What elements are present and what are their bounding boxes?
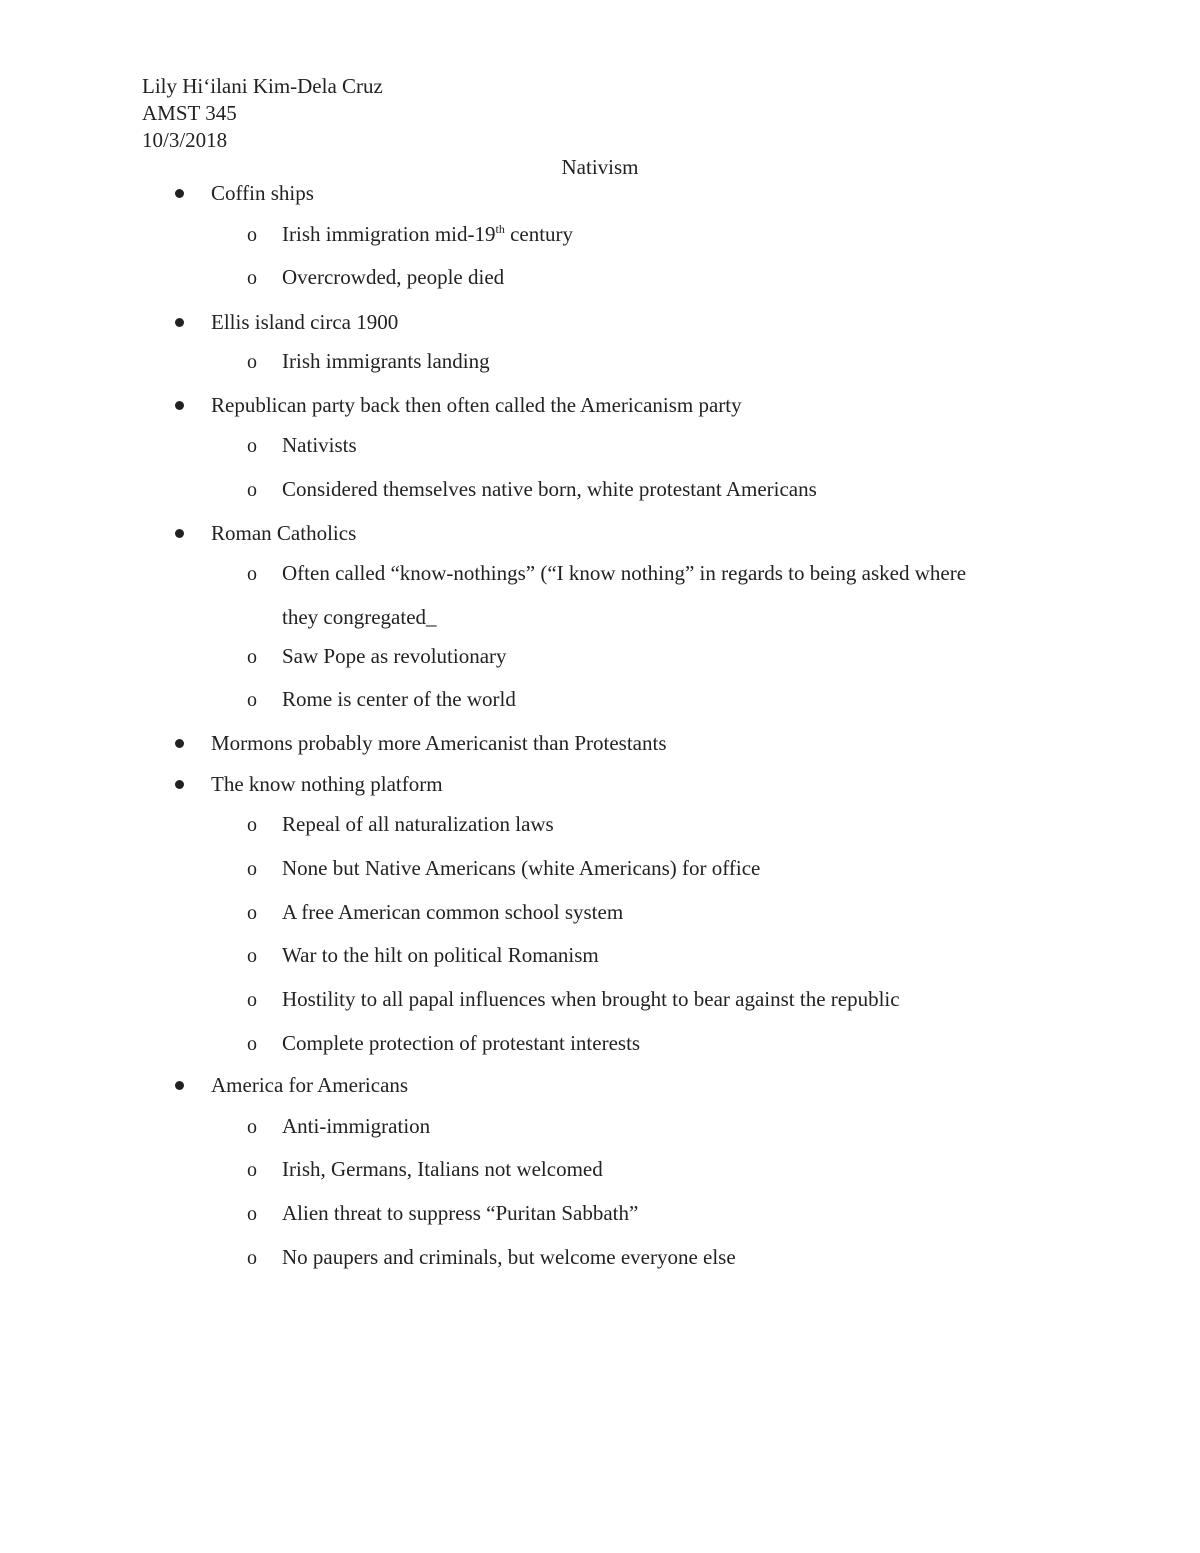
sub-bullet-icon: o <box>247 1116 257 1138</box>
list-item: No paupers and criminals, but welcome everyone else <box>282 1245 736 1269</box>
list-item: Saw Pope as revolutionary <box>282 644 507 668</box>
document-date: 10/3/2018 <box>142 128 228 152</box>
list-item: Irish, Germans, Italians not welcomed <box>282 1157 603 1181</box>
sub-bullet-icon: o <box>247 267 257 289</box>
list-item: Anti-immigration <box>282 1114 431 1138</box>
sub-bullet-icon: o <box>247 479 257 501</box>
bullet-icon <box>175 189 184 198</box>
list-item: Hostility to all papal influences when brought to bear against the republic <box>282 987 900 1011</box>
course-code: AMST 345 <box>142 101 237 125</box>
list-item: Coffin ships <box>211 181 314 205</box>
sub-bullet-icon: o <box>247 814 257 836</box>
list-item: Mormons probably more Americanist than Protestants <box>211 731 667 755</box>
sub-bullet-icon: o <box>247 351 257 373</box>
list-item: Ellis island circa 1900 <box>211 310 399 334</box>
bullet-icon <box>175 1081 184 1090</box>
sub-bullet-icon: o <box>247 689 257 711</box>
sub-bullet-icon: o <box>247 646 257 668</box>
sub-bullet-icon: o <box>247 1159 257 1181</box>
document-title: Nativism <box>561 155 639 179</box>
list-item: Often called “know-nothings” (“I know nothing” in regards to being asked where <box>282 561 967 585</box>
list-item: Complete protection of protestant interests <box>282 1031 641 1055</box>
list-item: None but Native Americans (white Americans) for office <box>282 856 761 880</box>
sub-bullet-icon: o <box>247 563 257 585</box>
bullet-icon <box>175 739 184 748</box>
list-item: War to the hilt on political Romanism <box>282 943 599 967</box>
list-item: Republican party back then often called the Americanism party <box>211 393 742 417</box>
bullet-icon <box>175 318 184 327</box>
sub-bullet-icon: o <box>247 858 257 880</box>
sub-bullet-icon: o <box>247 1033 257 1055</box>
list-item: Roman Catholics <box>211 521 357 545</box>
superscript: th <box>495 222 505 236</box>
bullet-icon <box>175 780 184 789</box>
list-item: Irish immigrants landing <box>282 349 490 373</box>
list-item: Repeal of all naturalization laws <box>282 812 554 836</box>
sub-bullet-icon: o <box>247 945 257 967</box>
list-item: Overcrowded, people died <box>282 265 505 289</box>
list-item: The know nothing platform <box>211 772 443 796</box>
list-item: America for Americans <box>211 1073 409 1097</box>
list-item-continuation: they congregated_ <box>282 605 437 629</box>
list-item: Considered themselves native born, white protestant Americans <box>282 477 817 501</box>
list-item: Nativists <box>282 433 357 457</box>
list-item: Rome is center of the world <box>282 687 516 711</box>
list-item: A free American common school system <box>282 900 624 924</box>
sub-bullet-icon: o <box>247 1247 257 1269</box>
sub-bullet-icon: o <box>247 1203 257 1225</box>
sub-bullet-icon: o <box>247 224 257 246</box>
sub-bullet-icon: o <box>247 435 257 457</box>
bullet-icon <box>175 529 184 538</box>
bullet-icon <box>175 401 184 410</box>
author-name: Lily Hiʻilani Kim-Dela Cruz <box>142 74 383 98</box>
list-item: Alien threat to suppress “Puritan Sabbath” <box>282 1201 639 1225</box>
sub-bullet-icon: o <box>247 989 257 1011</box>
list-item: Irish immigration mid-19th century <box>282 222 574 246</box>
sub-bullet-icon: o <box>247 902 257 924</box>
